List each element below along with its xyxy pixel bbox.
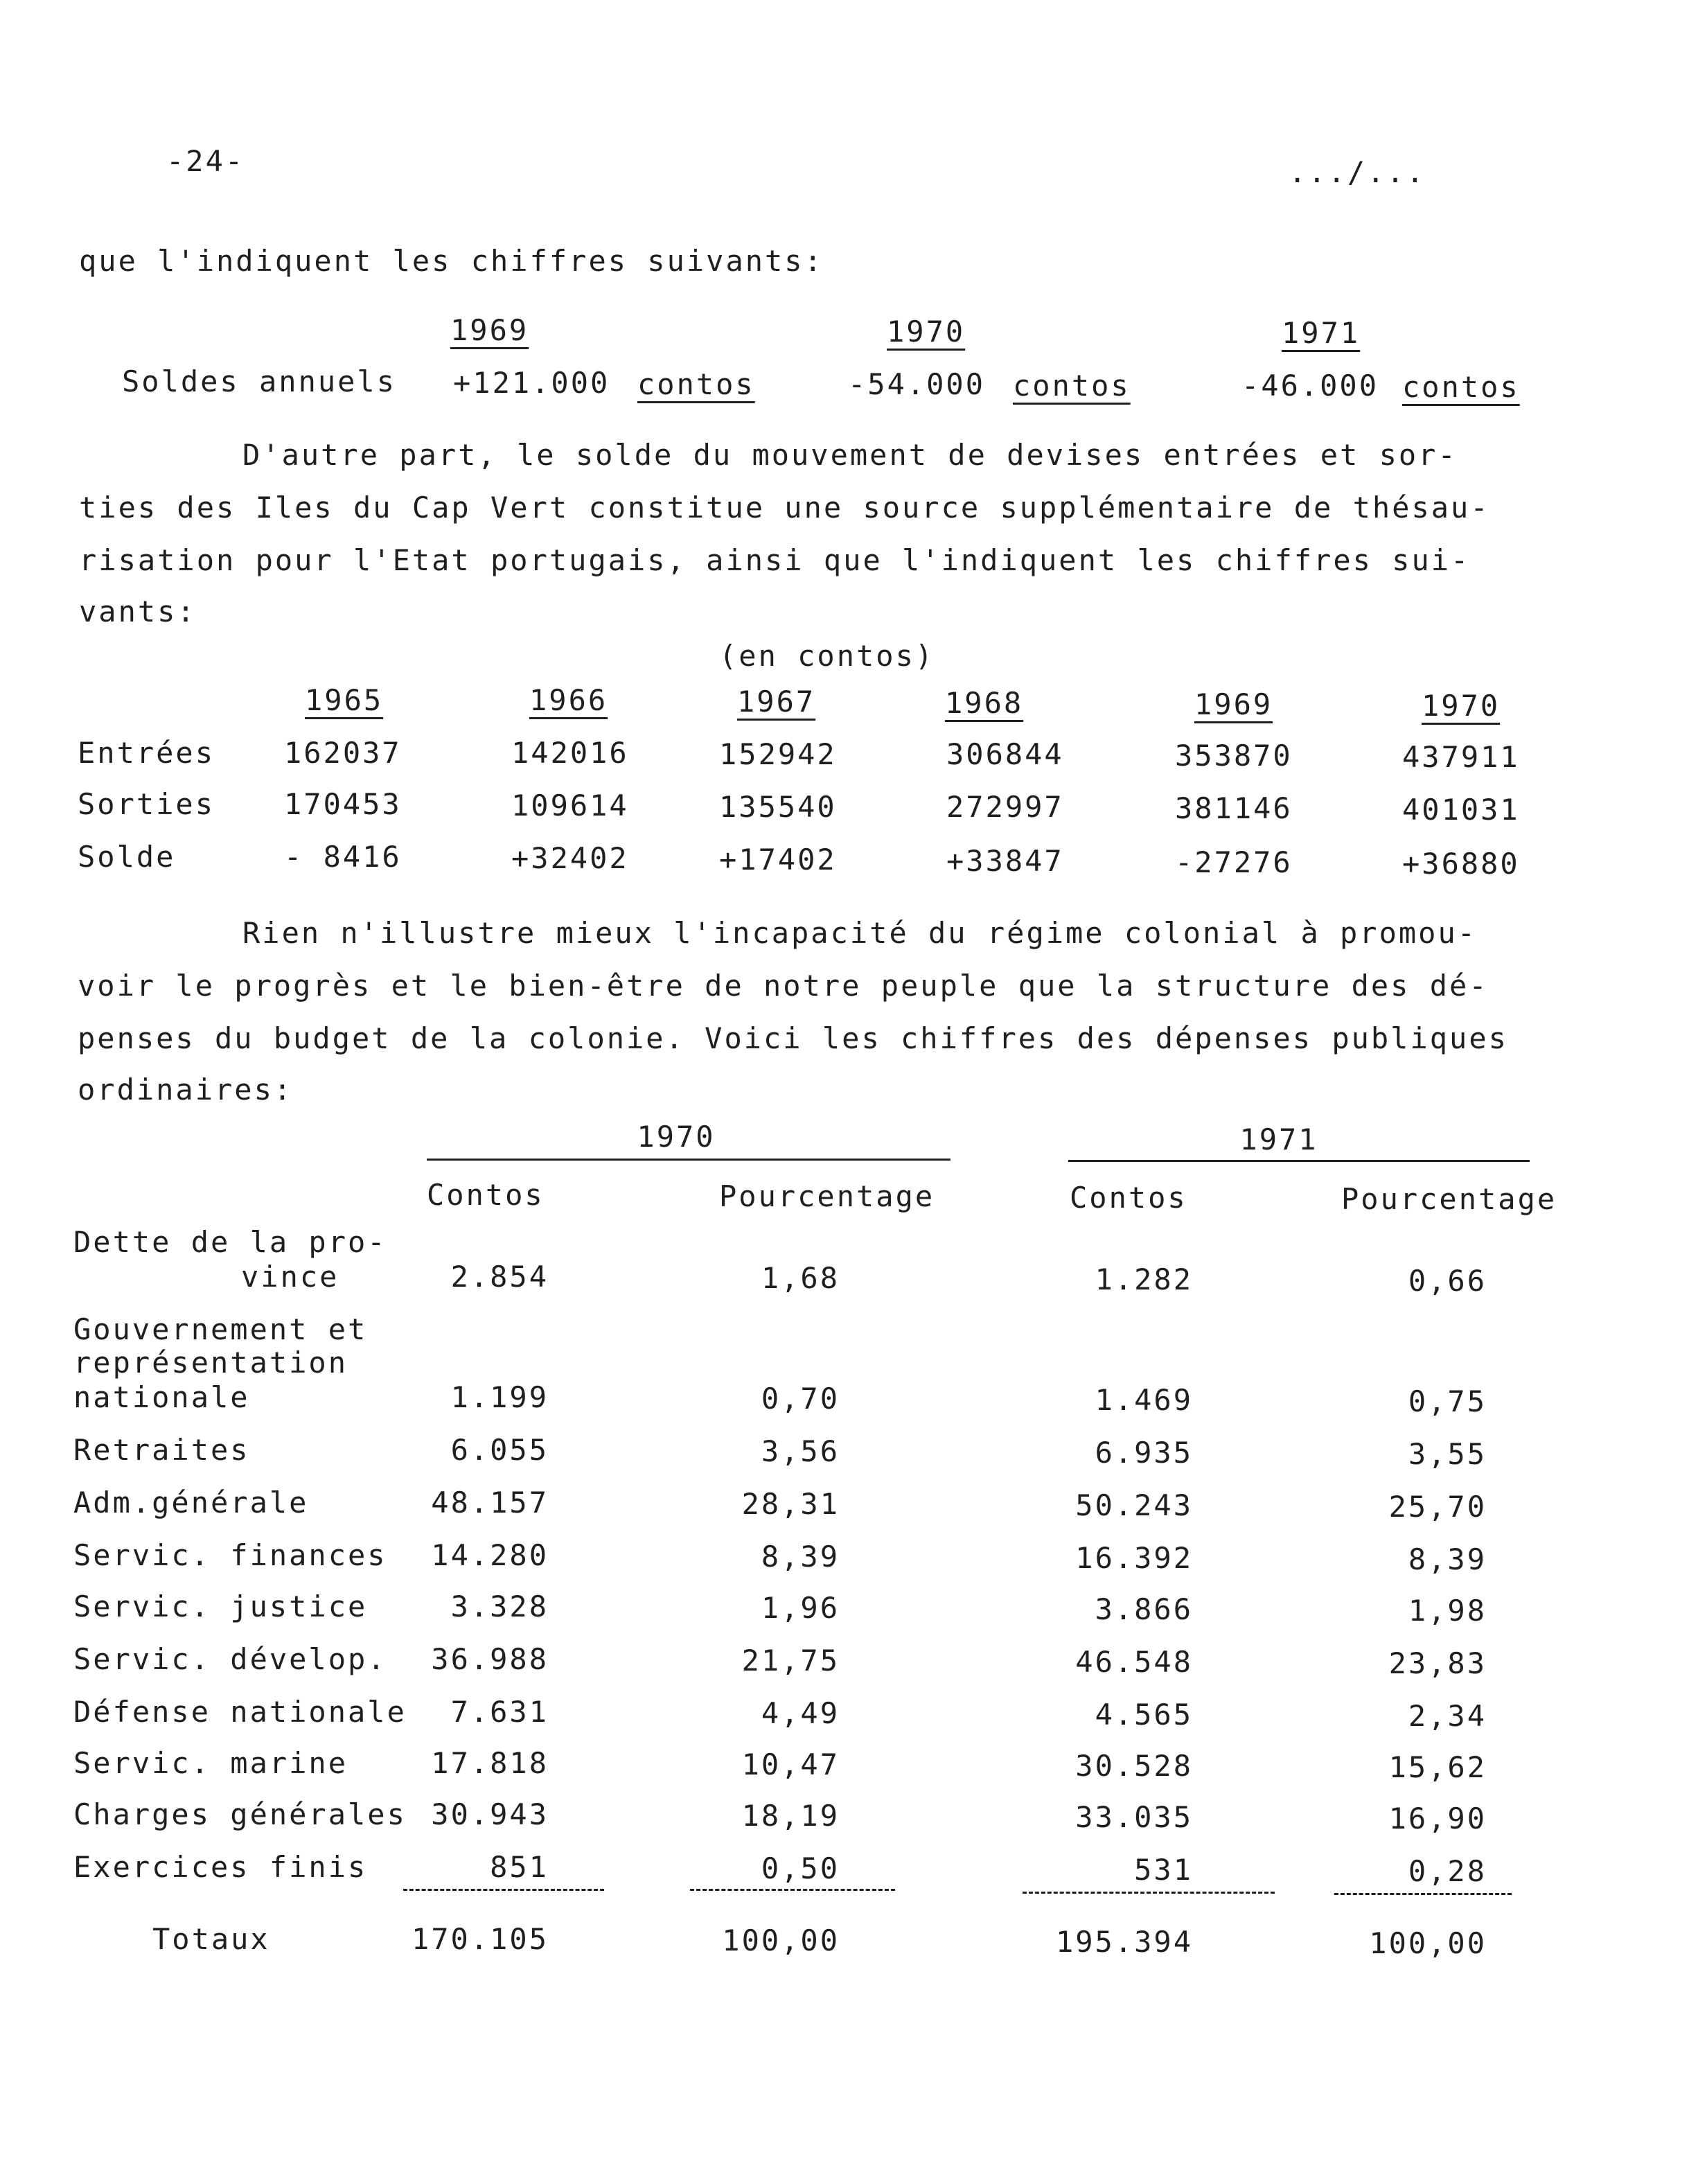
solde-year-1970: 1970 — [887, 315, 966, 349]
devises-cell: 437911 — [1402, 740, 1520, 774]
devises-row-label: Entrées — [78, 736, 215, 770]
solde-year-1971: 1971 — [1282, 316, 1361, 350]
intro-line: que l'indiquent les chiffres suivants: — [79, 244, 824, 278]
solde-value-1971: -46.000 — [1241, 369, 1379, 403]
paragraph-line: risation pour l'Etat portugais, ainsi que l'indiquent les chiffres sui- — [79, 543, 1471, 577]
depenses-cell: 46.548 — [1075, 1645, 1193, 1679]
depenses-cell: 1.282 — [1095, 1262, 1193, 1296]
subtotal-rule — [1334, 1893, 1512, 1895]
col-header-contos: Contos — [1070, 1181, 1187, 1215]
total-cell: 170.105 — [411, 1922, 549, 1956]
depenses-row-label: Charges générales — [73, 1797, 407, 1831]
devises-cell: +32402 — [511, 841, 629, 875]
subtotal-rule — [403, 1889, 604, 1891]
col-header-pourcentage: Pourcentage — [719, 1179, 935, 1213]
devises-year-header: 1967 — [737, 685, 816, 719]
solde-unit-1971: contos — [1402, 370, 1520, 404]
header-rule-1971 — [1068, 1160, 1530, 1162]
solde-year-1969: 1969 — [450, 313, 529, 347]
depenses-cell: 6.935 — [1095, 1436, 1193, 1470]
depenses-cell: 16.392 — [1075, 1541, 1193, 1575]
depenses-row-label: Servic. marine — [73, 1746, 348, 1780]
depenses-row-label: Retraites — [73, 1433, 250, 1467]
devises-cell: 142016 — [511, 736, 629, 770]
depenses-cell: 36.988 — [431, 1642, 549, 1676]
solde-value-1970: -54.000 — [848, 367, 986, 401]
paragraph-line: ordinaires: — [78, 1073, 294, 1107]
devises-row-label: Solde — [78, 840, 176, 874]
depenses-row-label: Exercices finis — [73, 1850, 368, 1884]
devises-cell: 381146 — [1175, 791, 1293, 825]
depenses-cell: 8,39 — [1408, 1542, 1487, 1576]
devises-cell: 162037 — [284, 736, 402, 770]
depenses-row-label: nationale — [73, 1380, 250, 1414]
devises-cell: 272997 — [946, 790, 1064, 824]
continuation-mark: .../... — [1289, 155, 1426, 189]
depenses-cell: 851 — [490, 1850, 549, 1884]
depenses-cell: 2.854 — [450, 1260, 549, 1294]
depenses-cell: 3,56 — [761, 1434, 840, 1468]
header-rule-1970 — [427, 1159, 950, 1161]
page-number: -24- — [166, 144, 245, 178]
depenses-cell: 50.243 — [1075, 1488, 1193, 1522]
devises-year-header: 1966 — [529, 683, 608, 717]
depenses-cell: 23,83 — [1388, 1646, 1487, 1680]
subtotal-rule — [690, 1889, 895, 1891]
paragraph-line: Rien n'illustre mieux l'incapacité du régime colonial à promou- — [242, 916, 1478, 950]
depenses-cell: 15,62 — [1388, 1750, 1487, 1784]
devises-unit-note: (en contos) — [719, 639, 935, 673]
depenses-cell: 3,55 — [1408, 1437, 1487, 1471]
solde-unit-1969: contos — [637, 367, 755, 401]
depenses-row-label: Défense nationale — [73, 1695, 407, 1729]
col-header-contos: Contos — [427, 1178, 545, 1212]
depenses-row-label: Dette de la pro- — [73, 1225, 387, 1259]
devises-cell: - 8416 — [284, 840, 402, 874]
depenses-cell: 16,90 — [1388, 1802, 1487, 1835]
subtotal-rule — [1023, 1892, 1275, 1894]
devises-cell: -27276 — [1175, 845, 1293, 879]
total-cell: 100,00 — [1369, 1926, 1487, 1960]
depenses-cell: 18,19 — [741, 1799, 840, 1833]
devises-cell: +17402 — [719, 843, 837, 877]
depenses-cell: 30.943 — [431, 1797, 549, 1831]
depenses-cell: 0,66 — [1408, 1264, 1487, 1298]
total-label: Totaux — [152, 1922, 270, 1956]
devises-cell: 353870 — [1175, 739, 1293, 773]
devises-cell: +36880 — [1402, 847, 1520, 881]
solde-value-1969: +121.000 — [453, 366, 610, 400]
depenses-cell: 0,50 — [761, 1851, 840, 1885]
devises-cell: 135540 — [719, 790, 837, 824]
depenses-cell: 6.055 — [450, 1433, 549, 1467]
depenses-cell: 4.565 — [1095, 1698, 1193, 1732]
paragraph-line: ties des Iles du Cap Vert constitue une source supplémentaire de thésau- — [79, 491, 1490, 525]
depenses-cell: 10,47 — [741, 1747, 840, 1781]
depenses-cell: 1,98 — [1408, 1594, 1487, 1628]
paragraph-line: penses du budget de la colonie. Voici les chiffres des dépenses publiques — [78, 1021, 1508, 1055]
devises-year-header: 1965 — [305, 683, 384, 717]
col-header-pourcentage: Pourcentage — [1341, 1182, 1557, 1216]
depenses-row-label: Servic. finances — [73, 1538, 387, 1572]
paragraph-line: voir le progrès et le bien-être de notre peuple que la structure des dé- — [78, 969, 1489, 1003]
depenses-cell: 4,49 — [761, 1696, 840, 1730]
depenses-cell: 8,39 — [761, 1540, 840, 1574]
depenses-cell: 21,75 — [741, 1644, 840, 1677]
depenses-cell: 1.199 — [450, 1380, 549, 1414]
devises-row-label: Sorties — [78, 787, 215, 821]
devises-cell: 306844 — [946, 737, 1064, 771]
devises-cell: +33847 — [946, 844, 1064, 878]
devises-cell: 170453 — [284, 787, 402, 821]
depenses-cell: 0,70 — [761, 1382, 840, 1416]
depenses-row-label: Gouvernement et — [73, 1312, 368, 1346]
devises-cell: 152942 — [719, 737, 837, 771]
depenses-cell: 25,70 — [1388, 1490, 1487, 1524]
solde-unit-1970: contos — [1013, 369, 1131, 403]
depenses-cell: 1,68 — [761, 1261, 840, 1295]
devises-year-header: 1970 — [1422, 689, 1501, 723]
depenses-row-label: Servic. justice — [73, 1589, 368, 1623]
depenses-cell: 30.528 — [1075, 1749, 1193, 1783]
depenses-cell: 1,96 — [761, 1591, 840, 1625]
depenses-year-1971: 1971 — [1239, 1122, 1318, 1156]
depenses-cell: 3.328 — [450, 1589, 549, 1623]
depenses-cell: 0,75 — [1408, 1384, 1487, 1418]
paragraph-line: D'autre part, le solde du mouvement de devises entrées et sor- — [242, 438, 1458, 472]
depenses-cell: 48.157 — [431, 1486, 549, 1520]
depenses-cell: 17.818 — [431, 1746, 549, 1780]
devises-cell: 109614 — [511, 789, 629, 822]
total-cell: 100,00 — [722, 1923, 840, 1957]
total-cell: 195.394 — [1055, 1925, 1193, 1959]
depenses-row-label: Servic. dévelop. — [73, 1642, 387, 1676]
depenses-cell: 531 — [1134, 1853, 1193, 1887]
depenses-row-label: représentation — [73, 1346, 348, 1380]
paragraph-line: vants: — [79, 595, 197, 628]
depenses-row-label: vince — [241, 1260, 339, 1294]
depenses-cell: 7.631 — [450, 1695, 549, 1729]
depenses-cell: 3.866 — [1095, 1592, 1193, 1626]
depenses-cell: 0,28 — [1408, 1854, 1487, 1888]
depenses-cell: 2,34 — [1408, 1699, 1487, 1733]
solde-label: Soldes annuels — [122, 364, 397, 398]
depenses-cell: 14.280 — [431, 1538, 549, 1572]
devises-year-header: 1969 — [1194, 687, 1273, 721]
devises-cell: 401031 — [1402, 793, 1520, 827]
depenses-cell: 28,31 — [741, 1487, 840, 1521]
depenses-cell: 33.035 — [1075, 1800, 1193, 1834]
depenses-cell: 1.469 — [1095, 1383, 1193, 1417]
depenses-year-1970: 1970 — [637, 1120, 716, 1154]
depenses-row-label: Adm.générale — [73, 1486, 309, 1520]
devises-year-header: 1968 — [945, 686, 1024, 720]
